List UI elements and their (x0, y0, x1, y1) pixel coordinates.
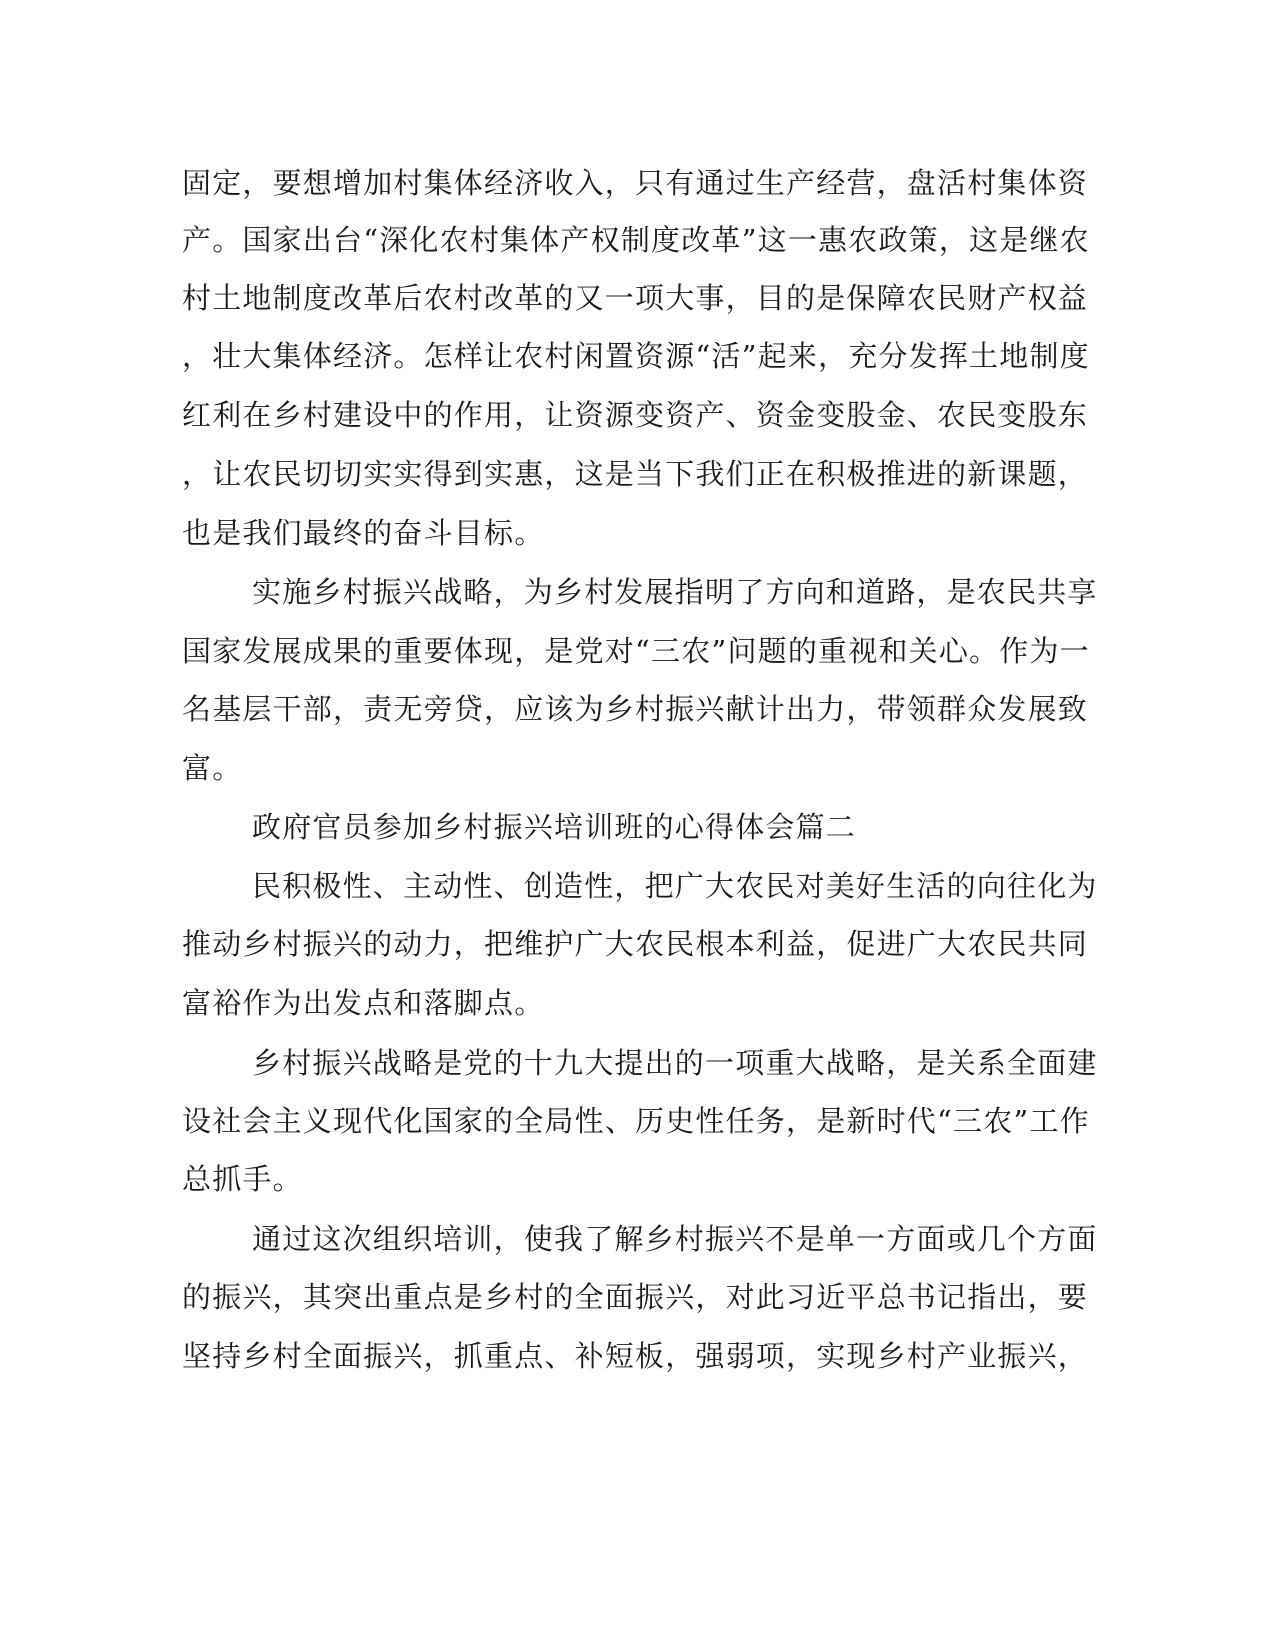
text-line: 通过这次组织培训，使我了解乡村振兴不是单一方面或几个方面 (252, 1222, 1098, 1256)
text-line: 的振兴，其突出重点是乡村的全面振兴，对此习近平总书记指出，要 (182, 1280, 1089, 1314)
text-line: 村土地制度改革后农村改革的又一项大事，目的是保障农民财产权益 (182, 281, 1089, 315)
text-line: 也是我们最终的奋斗目标。 (182, 516, 545, 550)
text-line: ，让农民切切实实得到实惠，这是当下我们正在积极推进的新课题， (182, 457, 1089, 491)
text-line: 产。国家出台“深化农村集体产权制度改革”这一惠农政策，这是继农 (182, 223, 1090, 257)
text-line: 设社会主义现代化国家的全局性、历史性任务，是新时代“三农”工作 (182, 1104, 1090, 1138)
text-line: 固定，要想增加村集体经济收入，只有通过生产经营，盘活村集体资 (182, 166, 1089, 200)
text-line: 坚持乡村全面振兴，抓重点、补短板，强弱项，实现乡村产业振兴， (182, 1339, 1089, 1373)
text-line: 民积极性、主动性、创造性，把广大农民对美好生活的向往化为 (252, 869, 1098, 903)
text-line: 总抓手。 (182, 1162, 303, 1196)
text-line: 国家发展成果的重要体现，是党对“三农”问题的重视和关心。作为一 (182, 634, 1090, 668)
text-line: 富。 (182, 751, 243, 785)
text-line: 推动乡村振兴的动力，把维护广大农民根本利益，促进广大农民共同 (182, 927, 1089, 961)
text-line: 乡村振兴战略是党的十九大提出的一项重大战略，是关系全面建 (252, 1046, 1098, 1080)
text-line: 实施乡村振兴战略，为乡村发展指明了方向和道路，是农民共享 (252, 575, 1098, 609)
text-line: 红利在乡村建设中的作用，让资源变资产、资金变股金、农民变股东 (182, 398, 1089, 432)
text-line: ，壮大集体经济。怎样让农村闲置资源“活”起来，充分发挥土地制度 (182, 339, 1090, 373)
section-heading: 政府官员参加乡村振兴培训班的心得体会篇二 (252, 810, 857, 844)
text-line: 名基层干部，责无旁贷，应该为乡村振兴献计出力，带领群众发展致 (182, 692, 1089, 726)
text-line: 富裕作为出发点和落脚点。 (182, 986, 545, 1020)
